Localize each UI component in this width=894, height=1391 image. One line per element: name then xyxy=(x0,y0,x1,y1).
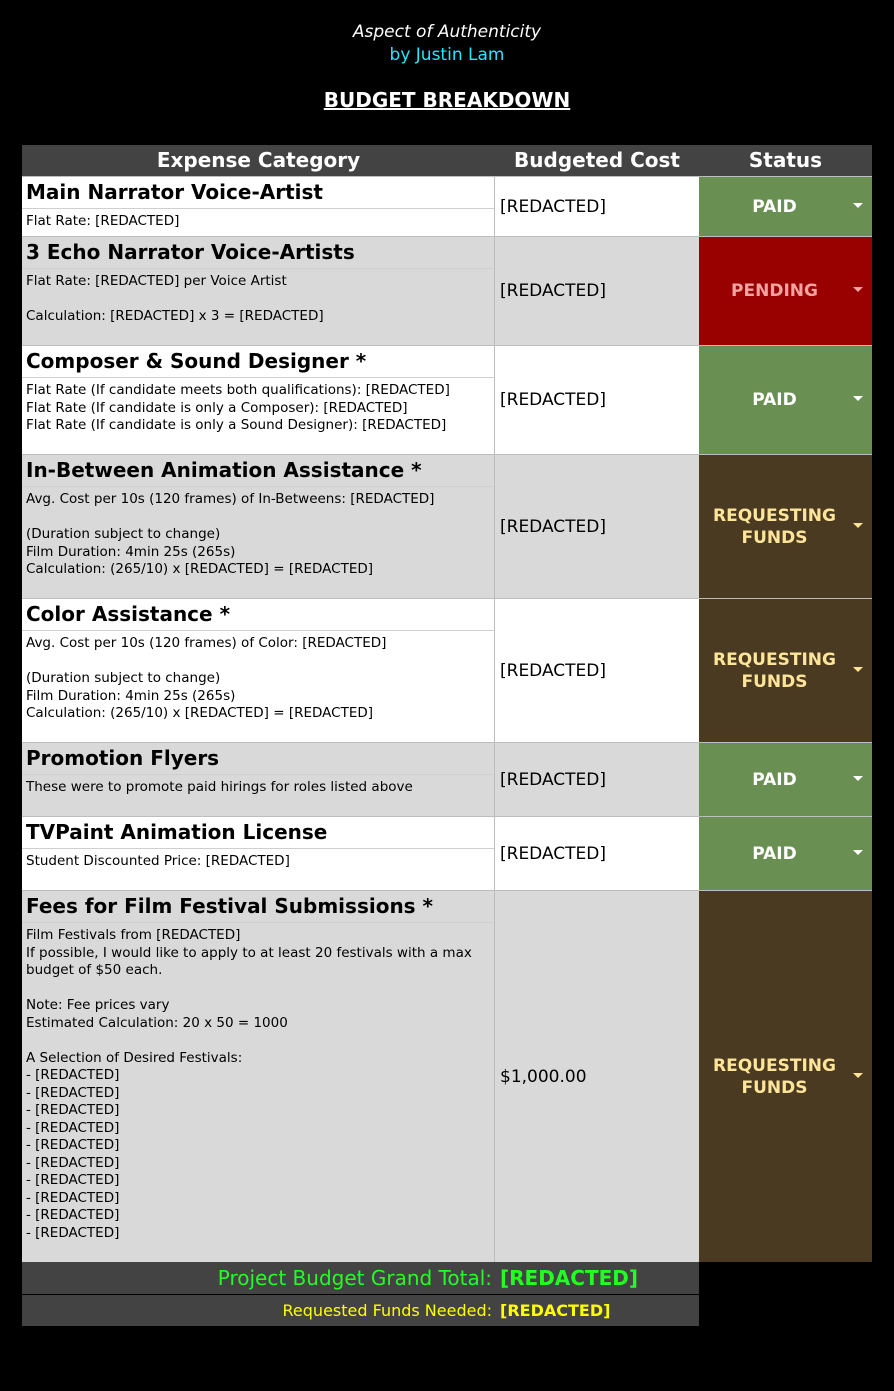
category-description: Flat Rate: [REDACTED] xyxy=(26,213,180,229)
category-cell xyxy=(22,177,495,236)
cost-cell[interactable]: [REDACTED] xyxy=(500,769,607,790)
status-dropdown[interactable] xyxy=(699,177,872,236)
table-row xyxy=(22,454,872,598)
page-heading: BUDGET BREAKDOWN xyxy=(323,88,571,112)
table-row xyxy=(22,816,872,890)
column-header-cost: Budgeted Cost xyxy=(514,148,680,172)
status-label: REQUESTING FUNDS xyxy=(713,1055,836,1098)
category-title: 3 Echo Narrator Voice-Artists xyxy=(22,237,494,269)
status-dropdown[interactable] xyxy=(699,743,872,816)
category-title: Fees for Film Festival Submissions * xyxy=(22,891,494,923)
category-description: These were to promote paid hirings for roles listed above xyxy=(26,779,413,795)
chevron-down-icon[interactable] xyxy=(853,287,863,292)
category-title: TVPaint Animation License xyxy=(22,817,494,849)
category-title: Main Narrator Voice-Artist xyxy=(22,177,494,209)
cost-cell[interactable]: [REDACTED] xyxy=(500,196,607,217)
table-row xyxy=(22,176,872,236)
status-label: PAID xyxy=(752,196,797,217)
status-label: PAID xyxy=(752,769,797,790)
cost-cell[interactable]: [REDACTED] xyxy=(500,281,607,301)
status-dropdown[interactable] xyxy=(699,891,872,1262)
chevron-down-icon[interactable] xyxy=(853,523,863,528)
column-header-status: Status xyxy=(748,148,823,172)
cost-cell[interactable]: [REDACTED] xyxy=(500,390,607,410)
grand-total-value: [REDACTED] xyxy=(500,1266,639,1290)
category-title: Color Assistance * xyxy=(22,599,494,631)
chevron-down-icon[interactable] xyxy=(853,1073,863,1078)
status-dropdown[interactable] xyxy=(699,237,872,345)
table-row xyxy=(22,742,872,816)
category-description: Flat Rate (If candidate meets both qualifications): [REDACTED] Flat Rate (If candidate is only a Composer): [REDACTED] Flat Rate (If candidate is only a Sound Designer): [REDACTED] xyxy=(26,382,450,433)
cost-cell[interactable]: [REDACTED] xyxy=(500,516,607,537)
category-description: Student Discounted Price: [REDACTED] xyxy=(26,853,290,869)
chevron-down-icon[interactable] xyxy=(853,667,863,672)
category-cell xyxy=(22,455,495,598)
category-cell xyxy=(22,346,495,454)
cost-cell[interactable]: $1,000.00 xyxy=(500,1066,587,1087)
chevron-down-icon[interactable] xyxy=(853,850,863,855)
chevron-down-icon[interactable] xyxy=(853,203,863,208)
table-row xyxy=(22,236,872,345)
category-description: Film Festivals from [REDACTED] If possible, I would like to apply to at least 20 festivals with a max budget of $50 each. Note: Fee prices vary Estimated Calculation: 20 x 50 = 1000 A Selection of Desired Festivals: - [REDACTED] - [REDACTED] - [REDACTED] - [REDACTED] - [REDACTED] - [REDACTED] - [REDACTED] - [REDACTED] - [REDACTED] - [REDACTED] xyxy=(26,927,472,1241)
category-cell xyxy=(22,599,495,742)
category-cell xyxy=(22,891,495,1262)
column-header-category: Expense Category xyxy=(156,148,361,172)
category-description: Flat Rate: [REDACTED] per Voice Artist Calculation: [REDACTED] x 3 = [REDACTED] xyxy=(26,273,324,324)
chevron-down-icon[interactable] xyxy=(853,776,863,781)
category-description: Avg. Cost per 10s (120 frames) of In-Betweens: [REDACTED] (Duration subject to change) Film Duration: 4min 25s (265s) Calculation: (265/10) x [REDACTED] = [REDACTED] xyxy=(26,491,435,577)
status-dropdown[interactable] xyxy=(699,346,872,454)
chevron-down-icon[interactable] xyxy=(853,396,863,401)
requested-funds-label: Requested Funds Needed: xyxy=(282,1301,492,1320)
status-dropdown[interactable] xyxy=(699,817,872,890)
category-cell xyxy=(22,743,495,816)
cost-cell[interactable]: [REDACTED] xyxy=(500,843,607,864)
status-label: REQUESTING FUNDS xyxy=(713,649,836,692)
status-label: PENDING xyxy=(731,281,818,301)
table-header xyxy=(22,145,872,176)
table-row xyxy=(22,598,872,742)
grand-total-row xyxy=(22,1262,699,1294)
project-title: Aspect of Authenticity xyxy=(352,22,542,42)
status-label: REQUESTING FUNDS xyxy=(713,505,836,548)
requested-funds-row xyxy=(22,1295,699,1326)
category-title: Promotion Flyers xyxy=(22,743,494,775)
status-label: PAID xyxy=(752,843,797,864)
requested-funds-value: [REDACTED] xyxy=(500,1301,611,1320)
table-row xyxy=(22,890,872,1262)
project-author: by Justin Lam xyxy=(389,45,505,65)
status-dropdown[interactable] xyxy=(699,455,872,598)
category-description: Avg. Cost per 10s (120 frames) of Color: [REDACTED] (Duration subject to change) Film Duration: 4min 25s (265s) Calculation: (265/10) x [REDACTED] = [REDACTED] xyxy=(26,635,387,721)
status-dropdown[interactable] xyxy=(699,599,872,742)
table-row xyxy=(22,345,872,454)
category-title: Composer & Sound Designer * xyxy=(22,346,494,378)
category-cell xyxy=(22,817,495,890)
category-title: In-Between Animation Assistance * xyxy=(22,455,494,487)
grand-total-label: Project Budget Grand Total: xyxy=(217,1266,492,1290)
cost-cell[interactable]: [REDACTED] xyxy=(500,660,607,681)
status-label: PAID xyxy=(752,390,797,410)
category-cell xyxy=(22,237,495,345)
